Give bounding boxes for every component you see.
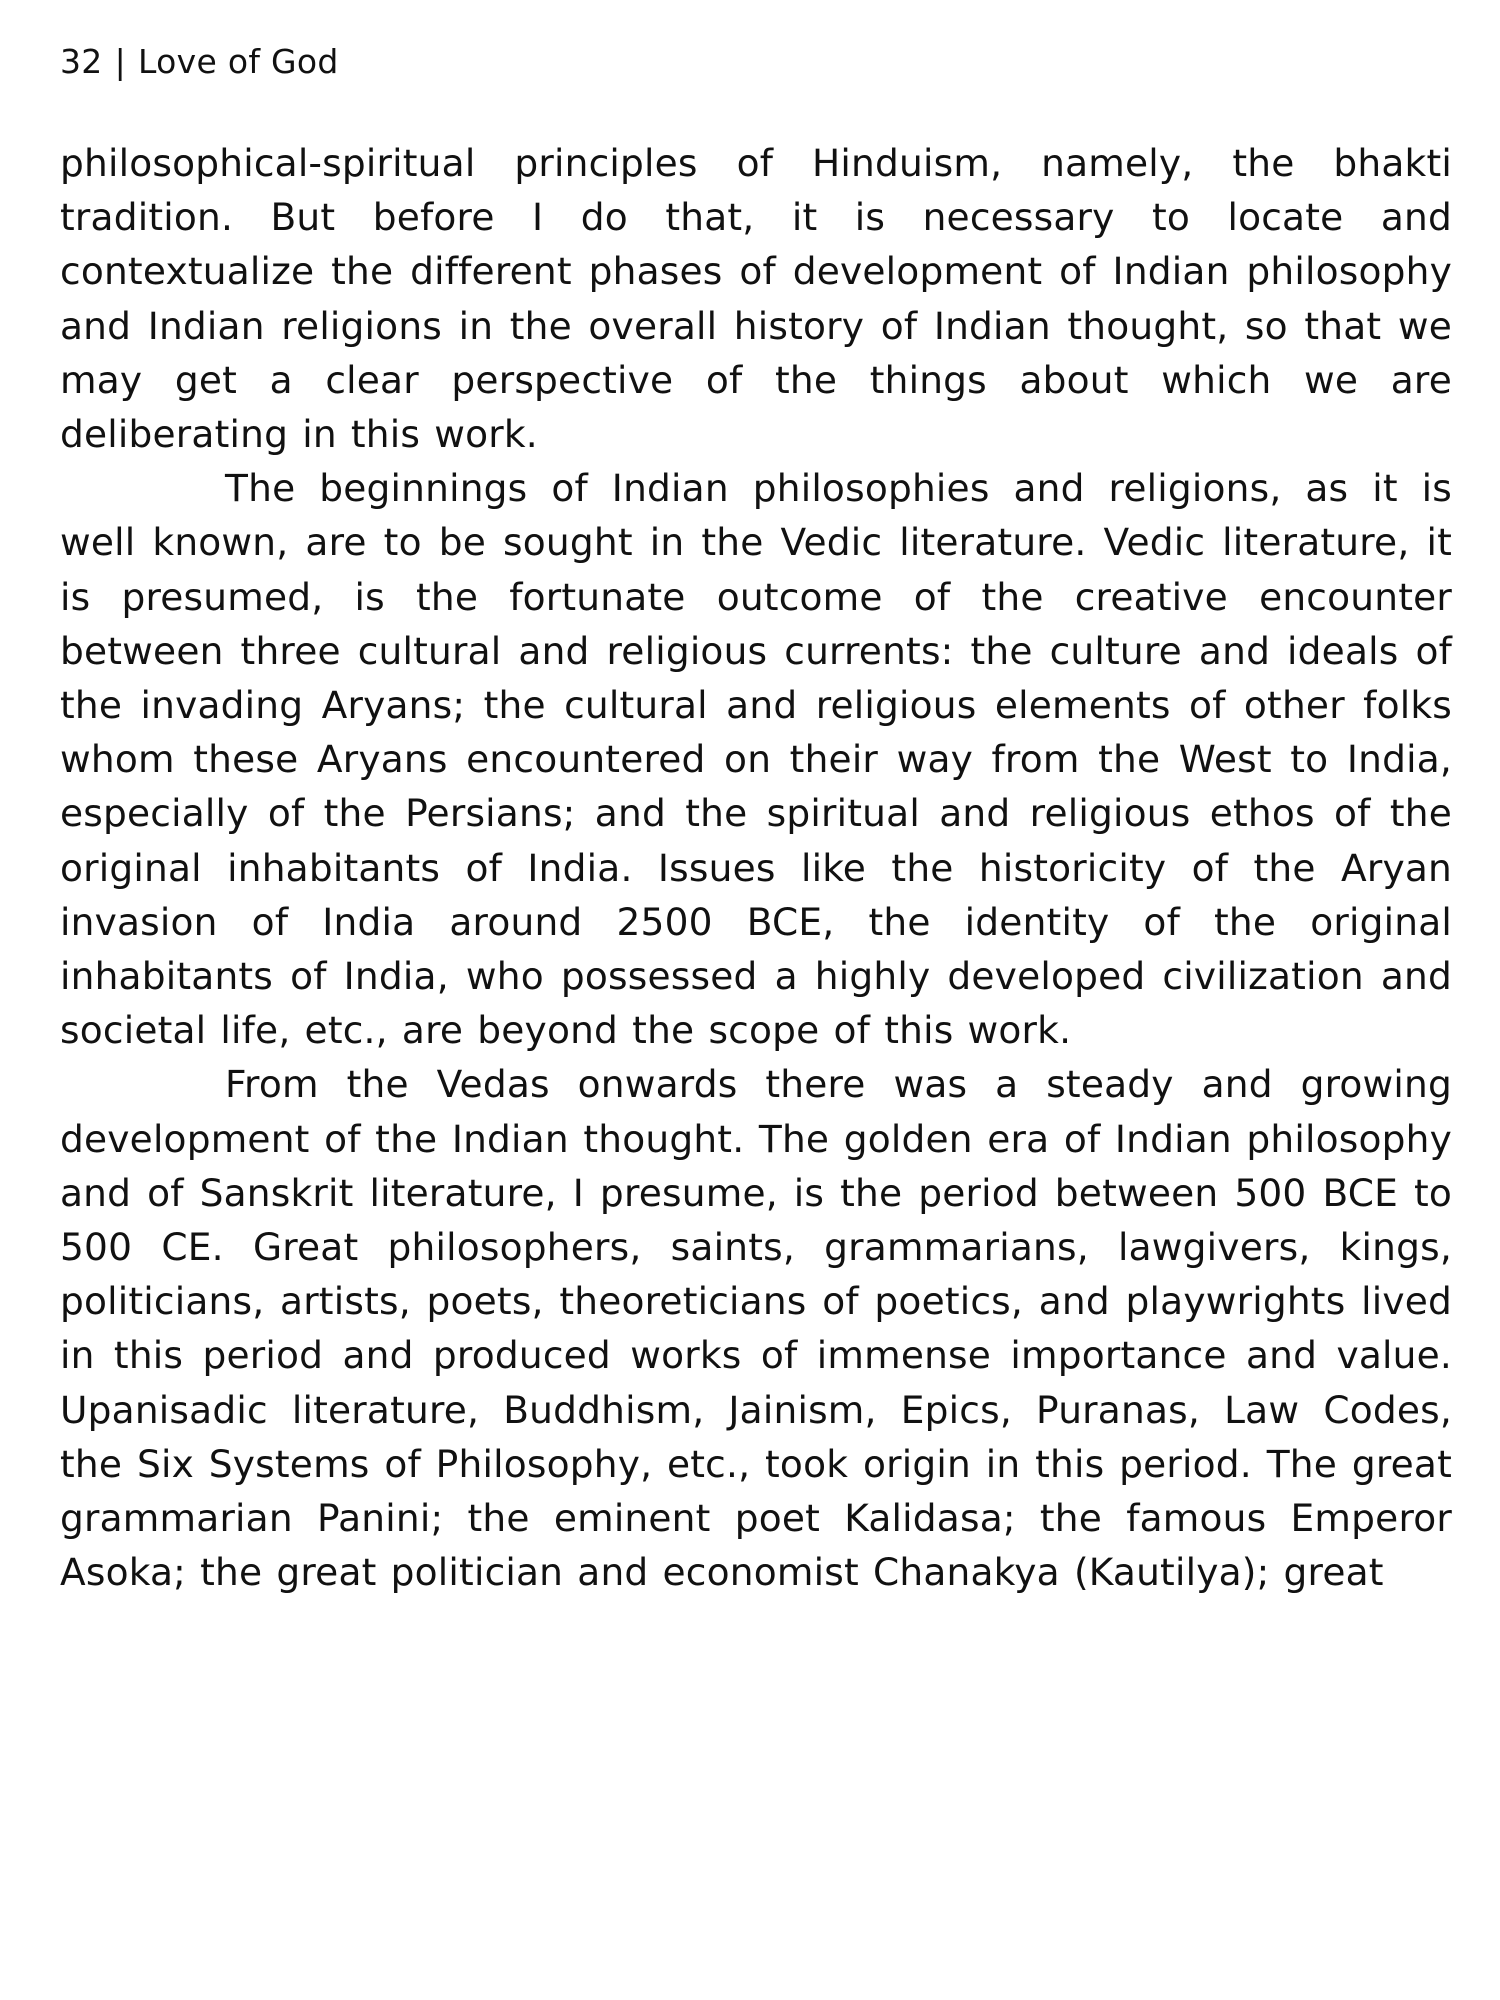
body-text bbox=[60, 136, 1452, 1599]
book-title: Love of God bbox=[138, 42, 339, 81]
book-page bbox=[60, 40, 1452, 1599]
paragraph-continued: philosophical-spiritual principles of Hinduism, namely, the bhakti tradition. But before I do that, it is necessary to locate and contextualize the different phases of development of Indian philosophy and Indian religions in the overall history of Indian thought, so that we may get a clear perspective of the things about which we are deliberating in this work. bbox=[60, 141, 1452, 457]
running-header bbox=[60, 40, 1452, 84]
page-number: 32 bbox=[60, 42, 103, 81]
paragraph-golden-era: From the Vedas onwards there was a steady and growing development of the Indian thought. The golden era of Indian philosophy and of Sanskrit literature, I presume, is the period between 500 BCE to 500 CE. Great philosophers, saints, grammarians, lawgivers, kings, politicians, artists, poets, theoreticians of poetics, and playwrights lived in this period and produced works of immense importance and value. Upanisadic literature, Buddhism, Jainism, Epics, Puranas, Law Codes, the Six Systems of Philosophy, etc., took origin in this period. The great grammarian Panini; the eminent poet Kalidasa; the famous Emperor Asoka; the great politician and economist Chanakya (Kautilya); great bbox=[60, 1062, 1452, 1595]
paragraph-vedic-beginnings: The beginnings of Indian philosophies and religions, as it is well known, are to be sought in the Vedic literature. Vedic literature, it is presumed, is the fortunate outcome of the creative encounter between three cultural and religious currents: the culture and ideals of the invading Aryans; the cultural and religious elements of other folks whom these Aryans encountered on their way from the West to India, especially of the Persians; and the spiritual and religious ethos of the original inhabitants of India. Issues like the historicity of the Aryan invasion of India around 2500 BCE, the identity of the original inhabitants of India, who possessed a highly developed civilization and societal life, etc., are beyond the scope of this work. bbox=[60, 466, 1452, 1053]
header-separator: | bbox=[114, 42, 127, 81]
